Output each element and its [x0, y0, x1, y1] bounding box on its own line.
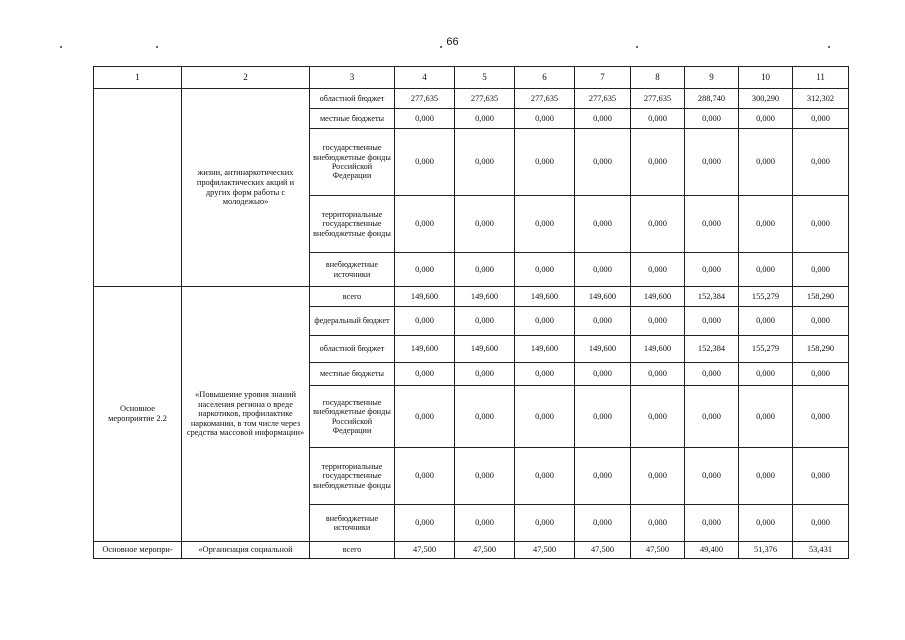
amount-cell: 0,000	[739, 253, 793, 287]
amount-cell: 0,000	[739, 196, 793, 253]
amount-cell: 0,000	[395, 386, 455, 448]
amount-cell: 0,000	[575, 386, 631, 448]
amount-cell: 47,500	[455, 542, 515, 559]
amount-cell: 0,000	[631, 363, 685, 386]
amount-cell: 0,000	[793, 386, 849, 448]
amount-cell: 149,600	[575, 287, 631, 307]
column-number-header: 9	[685, 67, 739, 89]
amount-cell: 149,600	[631, 336, 685, 363]
amount-cell: 0,000	[455, 253, 515, 287]
amount-cell: 0,000	[515, 307, 575, 336]
scan-speck	[60, 46, 62, 48]
amount-cell: 0,000	[739, 386, 793, 448]
amount-cell: 0,000	[685, 505, 739, 542]
amount-cell: 149,600	[455, 336, 515, 363]
amount-cell: 0,000	[685, 386, 739, 448]
funding-source-cell: территориальные государственные внебюджетные фонды	[310, 448, 395, 505]
amount-cell: 0,000	[395, 253, 455, 287]
amount-cell: 277,635	[631, 89, 685, 109]
amount-cell: 47,500	[515, 542, 575, 559]
amount-cell: 0,000	[739, 505, 793, 542]
funding-source-cell: областной бюджет	[310, 89, 395, 109]
budget-table	[93, 66, 849, 559]
amount-cell: 0,000	[455, 129, 515, 196]
amount-cell: 0,000	[515, 253, 575, 287]
amount-cell: 0,000	[685, 129, 739, 196]
amount-cell: 51,376	[739, 542, 793, 559]
amount-cell: 0,000	[515, 363, 575, 386]
amount-cell: 149,600	[631, 287, 685, 307]
amount-cell: 0,000	[793, 129, 849, 196]
amount-cell: 47,500	[575, 542, 631, 559]
amount-cell: 0,000	[739, 363, 793, 386]
funding-source-cell: федеральный бюджет	[310, 307, 395, 336]
amount-cell: 158,290	[793, 336, 849, 363]
amount-cell: 0,000	[455, 505, 515, 542]
amount-cell: 0,000	[631, 196, 685, 253]
funding-source-cell: внебюджетные источники	[310, 253, 395, 287]
amount-cell: 0,000	[455, 363, 515, 386]
amount-cell: 149,600	[575, 336, 631, 363]
column-number-header: 4	[395, 67, 455, 89]
amount-cell: 0,000	[515, 505, 575, 542]
amount-cell: 0,000	[515, 129, 575, 196]
column-number-header: 3	[310, 67, 395, 89]
column-number-header: 2	[182, 67, 310, 89]
amount-cell: 0,000	[575, 505, 631, 542]
amount-cell: 53,431	[793, 542, 849, 559]
amount-cell: 0,000	[515, 109, 575, 129]
column-number-header: 7	[575, 67, 631, 89]
amount-cell: 0,000	[575, 253, 631, 287]
column-number-row	[94, 67, 849, 89]
amount-cell: 0,000	[455, 307, 515, 336]
column-number-header: 8	[631, 67, 685, 89]
scan-speck	[828, 46, 830, 48]
amount-cell: 0,000	[631, 505, 685, 542]
table-row	[94, 542, 849, 559]
amount-cell: 0,000	[739, 448, 793, 505]
amount-cell: 0,000	[575, 363, 631, 386]
table-row	[94, 89, 849, 109]
funding-source-cell: государственные внебюджетные фонды Российской Федерации	[310, 386, 395, 448]
amount-cell: 155,279	[739, 336, 793, 363]
amount-cell: 0,000	[395, 448, 455, 505]
column-number-header: 1	[94, 67, 182, 89]
amount-cell: 0,000	[793, 448, 849, 505]
column-number-header: 10	[739, 67, 793, 89]
table-body	[94, 89, 849, 559]
amount-cell: 0,000	[739, 109, 793, 129]
scan-speck	[156, 46, 158, 48]
amount-cell: 0,000	[575, 109, 631, 129]
amount-cell: 0,000	[395, 505, 455, 542]
funding-source-cell: всего	[310, 287, 395, 307]
amount-cell: 152,384	[685, 336, 739, 363]
amount-cell: 0,000	[793, 253, 849, 287]
column-number-header: 6	[515, 67, 575, 89]
amount-cell: 0,000	[739, 307, 793, 336]
amount-cell: 0,000	[515, 196, 575, 253]
amount-cell: 277,635	[395, 89, 455, 109]
amount-cell: 0,000	[575, 129, 631, 196]
scan-speck	[440, 46, 442, 48]
event-description-cell: жизни, антинаркотических профилактических акций и других форм работы с молодежью»	[182, 89, 310, 287]
amount-cell: 149,600	[455, 287, 515, 307]
amount-cell: 0,000	[793, 196, 849, 253]
page-number: 66	[446, 36, 459, 48]
amount-cell: 47,500	[395, 542, 455, 559]
column-number-header: 11	[793, 67, 849, 89]
amount-cell: 0,000	[631, 109, 685, 129]
table-row	[94, 287, 849, 307]
amount-cell: 0,000	[685, 363, 739, 386]
amount-cell: 277,635	[575, 89, 631, 109]
amount-cell: 152,384	[685, 287, 739, 307]
funding-source-cell: всего	[310, 542, 395, 559]
amount-cell: 277,635	[455, 89, 515, 109]
amount-cell: 0,000	[515, 386, 575, 448]
amount-cell: 0,000	[685, 448, 739, 505]
amount-cell: 0,000	[575, 196, 631, 253]
amount-cell: 47,500	[631, 542, 685, 559]
amount-cell: 0,000	[455, 109, 515, 129]
amount-cell: 0,000	[455, 386, 515, 448]
amount-cell: 0,000	[575, 307, 631, 336]
funding-source-cell: внебюджетные источники	[310, 505, 395, 542]
amount-cell: 0,000	[685, 307, 739, 336]
amount-cell: 0,000	[793, 109, 849, 129]
amount-cell: 0,000	[395, 363, 455, 386]
amount-cell: 149,600	[395, 287, 455, 307]
amount-cell: 0,000	[455, 448, 515, 505]
amount-cell: 49,400	[685, 542, 739, 559]
amount-cell: 0,000	[793, 505, 849, 542]
amount-cell: 300,290	[739, 89, 793, 109]
amount-cell: 0,000	[515, 448, 575, 505]
event-name-cell: Основное меропри-	[94, 542, 182, 559]
amount-cell: 0,000	[793, 307, 849, 336]
event-description-cell: «Организация социальной	[182, 542, 310, 559]
amount-cell: 149,600	[395, 336, 455, 363]
scan-speck	[636, 46, 638, 48]
amount-cell: 149,600	[515, 336, 575, 363]
amount-cell: 0,000	[739, 129, 793, 196]
funding-source-cell: государственные внебюджетные фонды Российской Федерации	[310, 129, 395, 196]
funding-source-cell: территориальные государственные внебюджетные фонды	[310, 196, 395, 253]
amount-cell: 288,740	[685, 89, 739, 109]
event-name-cell	[94, 89, 182, 287]
event-description-cell: «Повышение уровня знаний населения региона о вреде наркотиков, профилактике наркомании, в том числе через средства массовой информации»	[182, 287, 310, 542]
event-name-cell: Основное мероприятие 2.2	[94, 287, 182, 542]
column-number-header: 5	[455, 67, 515, 89]
amount-cell: 0,000	[455, 196, 515, 253]
amount-cell: 155,279	[739, 287, 793, 307]
amount-cell: 0,000	[631, 129, 685, 196]
amount-cell: 158,290	[793, 287, 849, 307]
funding-source-cell: местные бюджеты	[310, 363, 395, 386]
funding-source-cell: областной бюджет	[310, 336, 395, 363]
amount-cell: 0,000	[631, 448, 685, 505]
amount-cell: 0,000	[685, 109, 739, 129]
amount-cell: 312,302	[793, 89, 849, 109]
amount-cell: 0,000	[685, 253, 739, 287]
amount-cell: 0,000	[685, 196, 739, 253]
amount-cell: 0,000	[395, 109, 455, 129]
amount-cell: 277,635	[515, 89, 575, 109]
amount-cell: 149,600	[515, 287, 575, 307]
amount-cell: 0,000	[631, 386, 685, 448]
amount-cell: 0,000	[631, 307, 685, 336]
amount-cell: 0,000	[395, 196, 455, 253]
amount-cell: 0,000	[631, 253, 685, 287]
amount-cell: 0,000	[793, 363, 849, 386]
funding-source-cell: местные бюджеты	[310, 109, 395, 129]
amount-cell: 0,000	[395, 307, 455, 336]
amount-cell: 0,000	[395, 129, 455, 196]
amount-cell: 0,000	[575, 448, 631, 505]
